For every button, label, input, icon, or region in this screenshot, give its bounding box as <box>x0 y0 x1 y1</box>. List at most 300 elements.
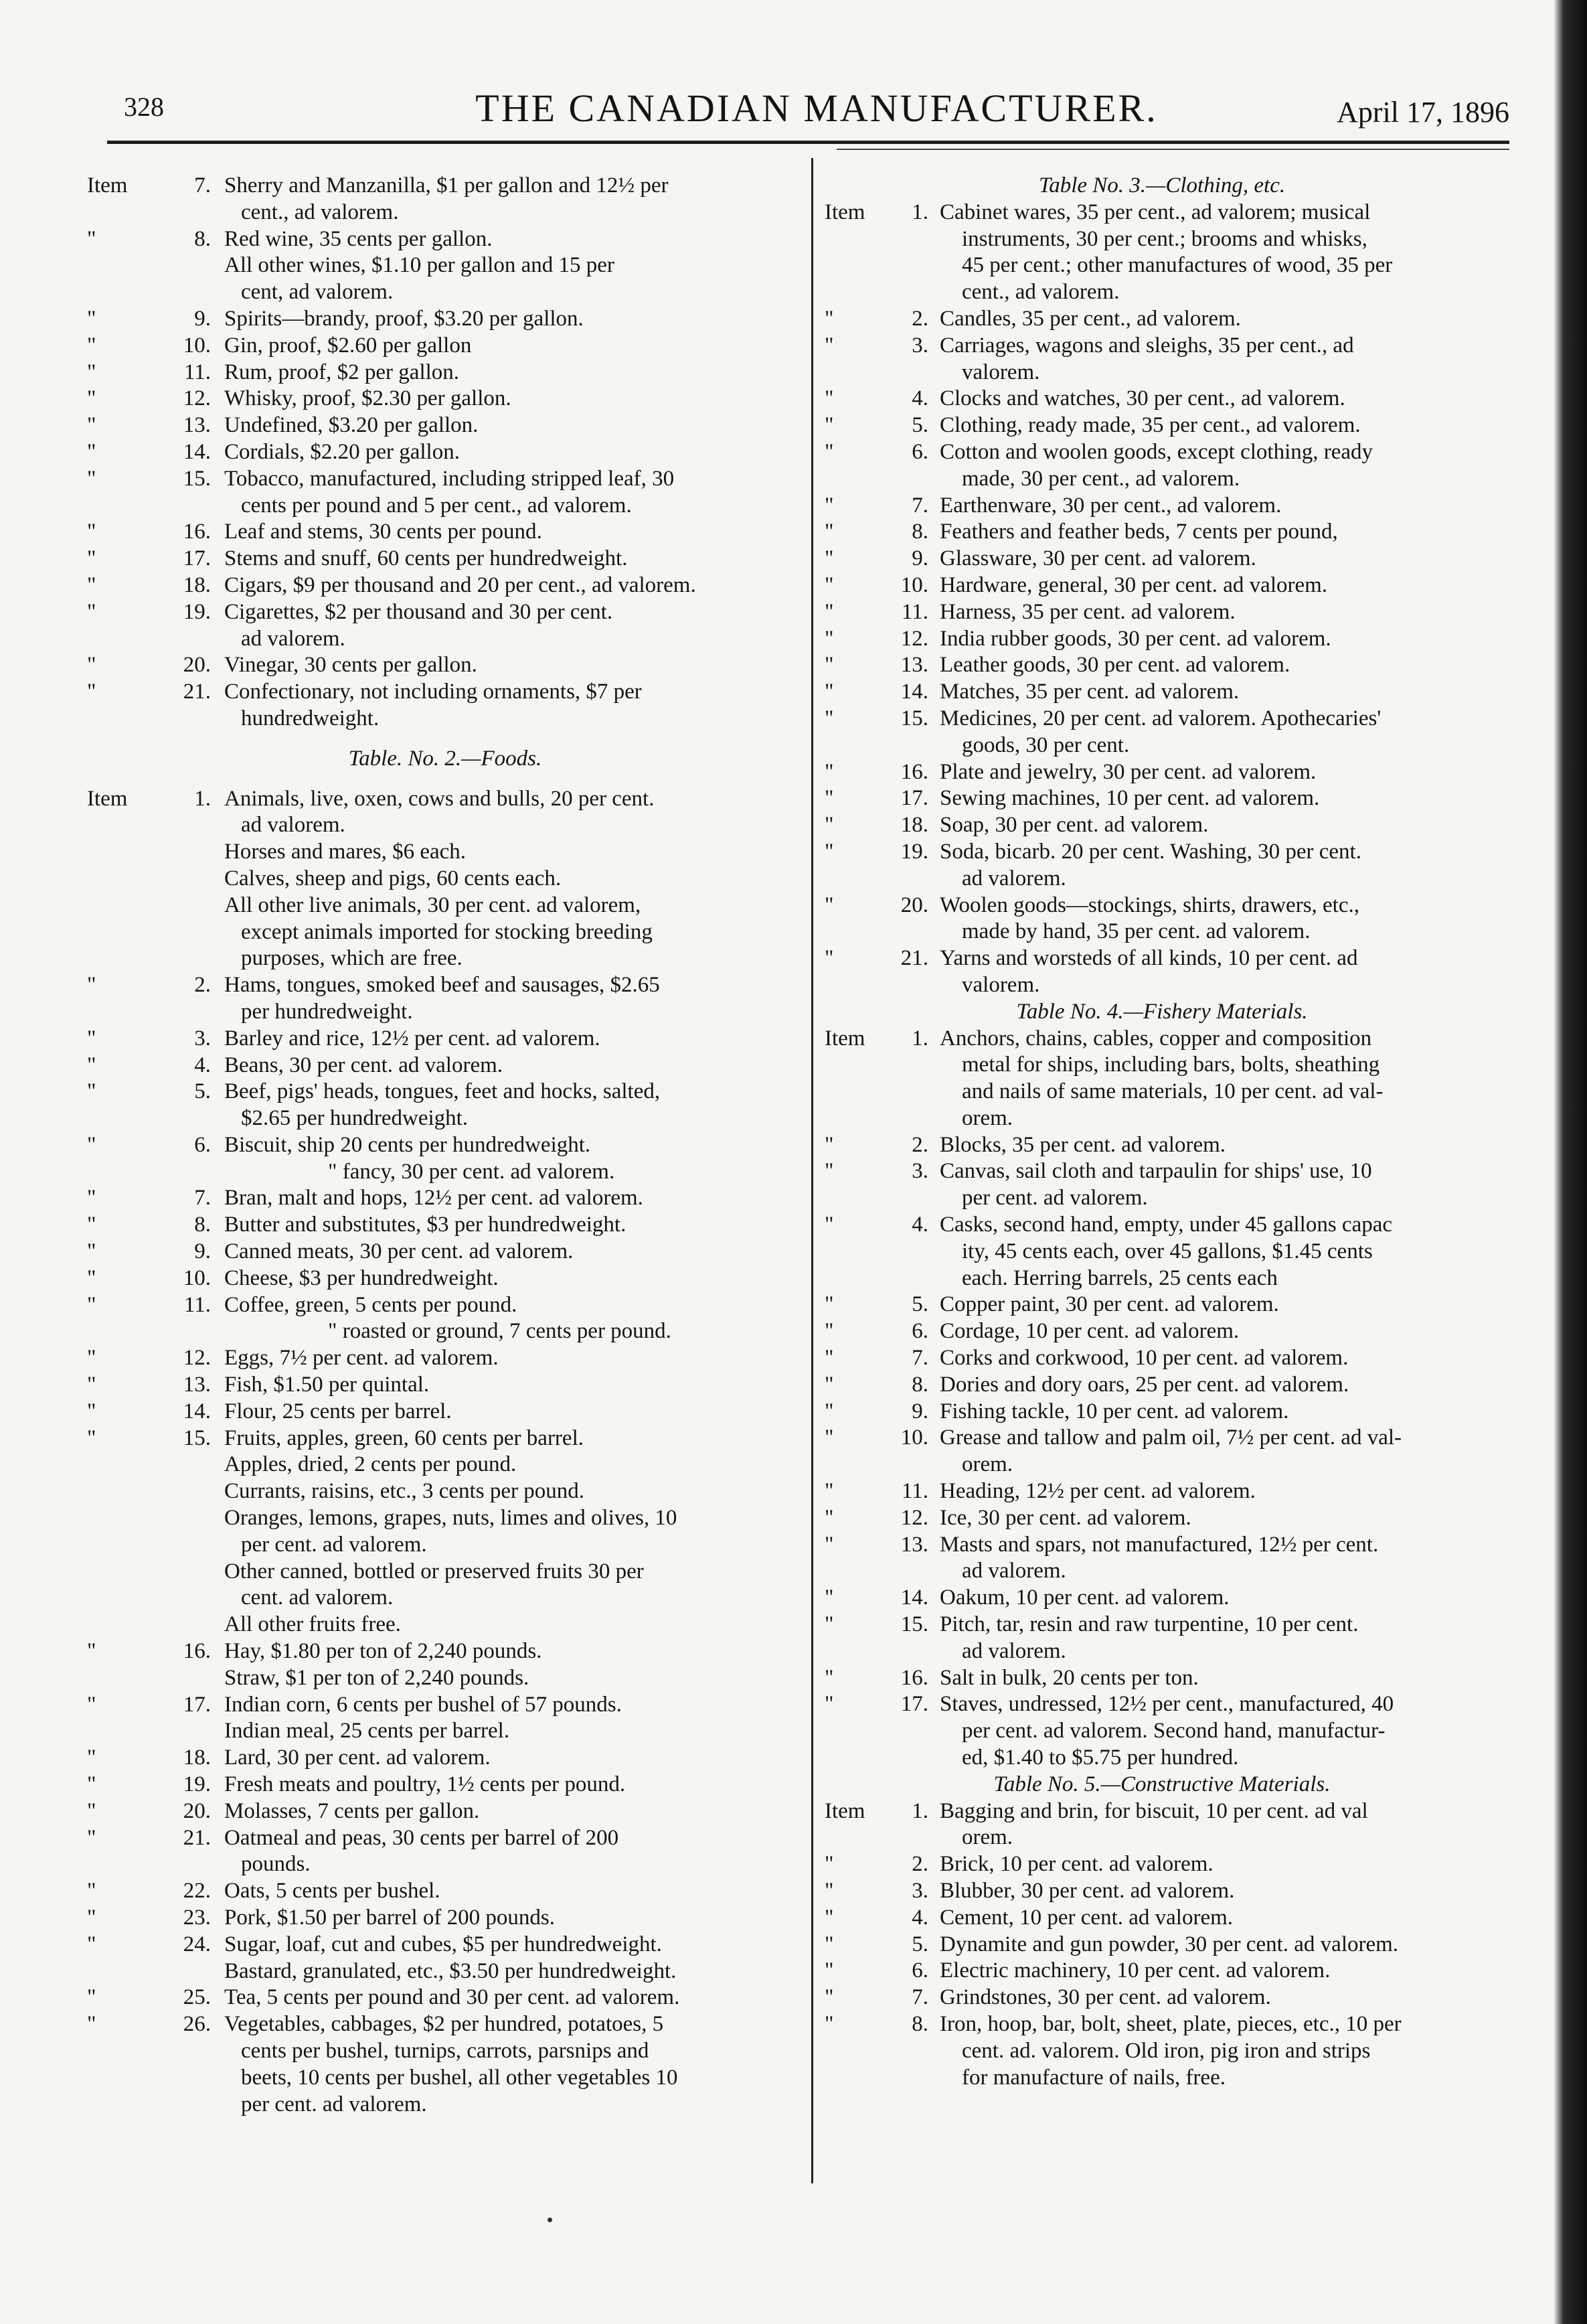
item-text: Indian corn, 6 cents per bushel of 57 pounds. <box>224 1692 622 1717</box>
item-mark: " <box>87 1265 96 1290</box>
item-text: per cent. ad valorem. Second hand, manufactur- <box>962 1719 1386 1744</box>
item-number: 18. <box>183 572 211 597</box>
item-text: Bran, malt and hops, 12½ per cent. ad valorem. <box>224 1186 643 1211</box>
tariff-line <box>825 572 1499 599</box>
item-mark: " <box>825 599 834 624</box>
item-text: ed, $1.40 to $5.75 per hundred. <box>962 1746 1239 1770</box>
tariff-line <box>87 812 803 839</box>
tariff-line <box>825 360 1499 386</box>
item-text: Canned meats, 30 per cent. ad valorem. <box>224 1239 574 1264</box>
tariff-line <box>825 1079 1499 1105</box>
tariff-line <box>825 1425 1499 1452</box>
item-text: Hams, tongues, smoked beef and sausages, $2.65 <box>224 973 660 998</box>
item-text: Carriages, wagons and sleighs, 35 per cent., ad <box>940 333 1354 358</box>
item-text: Beans, 30 per cent. ad valorem. <box>224 1053 503 1077</box>
item-mark: " <box>825 839 834 864</box>
tariff-line <box>825 306 1499 333</box>
item-mark: " <box>87 1692 96 1717</box>
item-text: Barley and rice, 12½ per cent. ad valorem. <box>224 1026 600 1051</box>
item-text: except animals imported for stocking breeding <box>241 919 653 944</box>
spacer <box>87 732 803 746</box>
tariff-line <box>825 200 1499 226</box>
item-mark: " <box>825 520 834 544</box>
item-mark: " <box>87 466 96 491</box>
tariff-line <box>87 1745 803 1772</box>
item-mark: " <box>825 1852 834 1877</box>
table-heading <box>825 1772 1499 1798</box>
item-number: 10. <box>183 333 211 358</box>
tariff-line <box>87 1692 803 1719</box>
table-heading-text: Table No. 5.—Constructive Materials. <box>993 1772 1331 1796</box>
tariff-line <box>87 999 803 1026</box>
header-rule-secondary <box>837 149 1509 150</box>
item-text: Gin, proof, $2.60 per gallon <box>224 333 472 358</box>
tariff-line <box>825 1212 1499 1239</box>
item-number: 6. <box>194 1132 211 1157</box>
item-number: 24. <box>183 1932 211 1956</box>
item-text: purposes, which are free. <box>241 946 463 971</box>
item-number: 15. <box>183 466 211 491</box>
item-number: 13. <box>183 1373 211 1397</box>
tariff-line <box>825 1851 1499 1878</box>
item-mark: " <box>825 1132 834 1157</box>
item-text: per cent. ad valorem. <box>962 1186 1148 1211</box>
tariff-line <box>825 493 1499 520</box>
item-text: Cabinet wares, 35 per cent., ad valorem; musical <box>940 200 1371 224</box>
item-mark: " <box>87 1879 96 1904</box>
tariff-line <box>825 1452 1499 1478</box>
item-mark: " <box>87 1399 96 1423</box>
item-text: Corks and corkwood, 10 per cent. ad valorem. <box>940 1346 1349 1371</box>
item-mark: " <box>825 546 834 571</box>
item-number: 10. <box>900 572 928 597</box>
item-mark: " <box>825 946 834 971</box>
tariff-line <box>825 972 1499 999</box>
item-text: Tobacco, manufactured, including stripped leaf, 30 <box>224 466 675 491</box>
item-text: Tea, 5 cents per pound and 30 per cent. ad valorem. <box>224 1985 680 2010</box>
item-text: Beef, pigs' heads, tongues, feet and hocks, salted, <box>224 1079 661 1104</box>
tariff-line <box>87 1425 803 1452</box>
tariff-line <box>825 679 1499 706</box>
tariff-line <box>87 1026 803 1053</box>
item-mark: " <box>825 1505 834 1530</box>
item-text: Clocks and watches, 30 per cent., ad valorem. <box>940 386 1345 411</box>
tariff-line <box>87 2038 803 2065</box>
item-mark: " <box>87 1026 96 1051</box>
item-text: Ice, 30 per cent. ad valorem. <box>940 1505 1191 1530</box>
item-number: 19. <box>183 1772 211 1797</box>
item-text: orem. <box>962 1825 1013 1850</box>
tariff-line <box>825 1932 1499 1958</box>
item-text: pounds. <box>241 1852 311 1877</box>
item-number: 17. <box>900 1692 928 1717</box>
item-number: 3. <box>912 1879 928 1903</box>
tariff-line <box>825 1505 1499 1532</box>
item-number: 9. <box>194 306 211 331</box>
item-mark: " <box>87 439 96 464</box>
tariff-line <box>825 386 1499 412</box>
item-text: Sewing machines, 10 per cent. ad valorem. <box>940 786 1320 811</box>
tariff-line <box>825 279 1499 306</box>
item-text: made, 30 per cent., ad valorem. <box>962 466 1240 491</box>
tariff-line <box>87 386 803 412</box>
table-heading <box>825 173 1499 200</box>
item-text: and nails of same materials, 10 per cent. ad val- <box>962 1079 1384 1104</box>
table-heading <box>825 999 1499 1026</box>
item-text: Soda, bicarb. 20 per cent. Washing, 30 per cent. <box>940 839 1361 864</box>
tariff-line <box>87 1772 803 1798</box>
item-text: Grindstones, 30 per cent. ad valorem. <box>940 1985 1271 2010</box>
page-number: 328 <box>124 92 164 122</box>
item-number: 8. <box>194 226 211 251</box>
tariff-line <box>825 1239 1499 1265</box>
tariff-line <box>825 599 1499 626</box>
item-text: per cent. ad valorem. <box>241 1532 427 1557</box>
tariff-line <box>825 1478 1499 1505</box>
item-text: Soap, 30 per cent. ad valorem. <box>940 813 1209 838</box>
item-number: 23. <box>183 1906 211 1930</box>
item-mark: " <box>87 2012 96 2037</box>
item-mark: " <box>825 2011 834 2036</box>
item-mark: " <box>825 1292 834 1317</box>
item-mark: " <box>825 1585 834 1610</box>
item-text: Oats, 5 cents per bushel. <box>224 1879 440 1904</box>
item-mark: Item <box>825 1798 865 1823</box>
tariff-line <box>87 1265 803 1292</box>
item-mark: " <box>825 680 834 704</box>
scan-edge <box>1554 0 1587 2324</box>
item-mark: Item <box>87 786 128 811</box>
tariff-line <box>825 893 1499 919</box>
item-text: beets, 10 cents per bushel, all other vegetables 10 <box>241 2065 678 2090</box>
tariff-line <box>825 1052 1499 1079</box>
item-mark: Item <box>825 200 865 224</box>
item-mark: " <box>87 386 96 411</box>
item-text: cent. ad valorem. <box>241 1585 394 1610</box>
tariff-line <box>825 1745 1499 1772</box>
item-text: Indian meal, 25 cents per barrel. <box>224 1719 510 1744</box>
item-mark: " <box>825 786 834 811</box>
item-text: cent., ad valorem. <box>962 280 1120 305</box>
item-text: Apples, dried, 2 cents per pound. <box>224 1452 517 1477</box>
item-mark: " <box>87 653 96 678</box>
tariff-line <box>87 1559 803 1585</box>
tariff-line <box>87 466 803 493</box>
tariff-line <box>87 1532 803 1559</box>
item-number: 20. <box>183 653 211 678</box>
item-mark: " <box>87 413 96 438</box>
item-mark: " <box>825 1399 834 1423</box>
item-mark: " <box>825 1665 834 1690</box>
tariff-line <box>87 360 803 386</box>
item-text: valorem. <box>962 972 1040 997</box>
item-number: 3. <box>912 333 928 358</box>
item-number: 7. <box>912 1346 928 1371</box>
item-text: Currants, raisins, etc., 3 cents per pound. <box>224 1479 584 1504</box>
item-number: 2. <box>912 306 928 331</box>
item-text: Sugar, loaf, cut and cubes, $5 per hundredweight. <box>224 1932 662 1956</box>
item-number: 16. <box>900 759 928 784</box>
item-text: Cheese, $3 per hundredweight. <box>224 1265 499 1290</box>
item-text: Matches, 35 per cent. ad valorem. <box>940 680 1240 704</box>
item-number: 2. <box>912 1852 928 1877</box>
item-mark: " <box>87 1373 96 1397</box>
tariff-line <box>87 546 803 572</box>
item-number: 10. <box>183 1265 211 1290</box>
item-number: 4. <box>912 1213 928 1237</box>
item-number: 2. <box>194 973 211 998</box>
item-mark: " <box>825 1159 834 1184</box>
item-number: 25. <box>183 1985 211 2010</box>
item-text: Copper paint, 30 per cent. ad valorem. <box>940 1292 1279 1317</box>
item-number: 13. <box>900 653 928 678</box>
item-text: Cordage, 10 per cent. ad valorem. <box>940 1319 1240 1344</box>
item-number: 17. <box>183 546 211 571</box>
item-number: 18. <box>900 813 928 838</box>
tariff-line <box>87 1932 803 1958</box>
item-mark: " <box>825 439 834 464</box>
item-text: Animals, live, oxen, cows and bulls, 20 per cent. <box>224 786 655 811</box>
item-mark: " <box>825 1346 834 1371</box>
tariff-line <box>87 1239 803 1265</box>
item-text: Iron, hoop, bar, bolt, sheet, plate, pieces, etc., 10 per <box>940 2011 1402 2036</box>
tariff-line <box>87 1345 803 1372</box>
item-text: Sherry and Manzanilla, $1 per gallon and 12½ per <box>224 173 669 198</box>
column-divider <box>811 158 813 2183</box>
item-number: 21. <box>900 946 928 971</box>
item-number: 1. <box>194 786 211 811</box>
item-text: Glassware, 30 per cent. ad valorem. <box>940 546 1256 571</box>
tariff-line <box>87 1505 803 1532</box>
item-text: " fancy, 30 per cent. ad valorem. <box>328 1159 615 1184</box>
tariff-line <box>825 1372 1499 1399</box>
tariff-line <box>825 252 1499 279</box>
item-mark: " <box>87 1798 96 1823</box>
item-text: Yarns and worsteds of all kinds, 10 per cent. ad <box>940 946 1358 971</box>
item-text: Candles, 35 per cent., ad valorem. <box>940 306 1241 331</box>
tariff-line <box>87 1878 803 1905</box>
table-heading-text: Table No. 3.—Clothing, etc. <box>1038 173 1286 198</box>
item-mark: " <box>87 1346 96 1371</box>
tariff-line <box>87 1318 803 1345</box>
item-text: ity, 45 cents each, over 45 gallons, $1.45 cents <box>962 1239 1373 1263</box>
item-text: Grease and tallow and palm oil, 7½ per cent. ad val- <box>940 1425 1402 1450</box>
item-mark: " <box>825 706 834 730</box>
tariff-line <box>87 200 803 226</box>
item-number: 9. <box>912 1399 928 1423</box>
tariff-line <box>825 1612 1499 1638</box>
item-number: 6. <box>912 439 928 464</box>
tariff-line <box>825 333 1499 360</box>
item-text: ad valorem. <box>241 626 345 651</box>
tariff-line <box>825 759 1499 786</box>
tariff-line <box>87 972 803 999</box>
tariff-line <box>825 1985 1499 2011</box>
item-mark: " <box>825 759 834 784</box>
item-mark: " <box>87 1906 96 1930</box>
item-text: Canvas, sail cloth and tarpaulin for ships' use, 10 <box>940 1159 1372 1184</box>
item-text: Calves, sheep and pigs, 60 cents each. <box>224 866 562 890</box>
right-column <box>825 173 1499 2091</box>
tariff-line <box>825 652 1499 679</box>
item-text: Clothing, ready made, 35 per cent., ad valorem. <box>940 413 1361 438</box>
item-mark: " <box>825 1372 834 1397</box>
item-mark: " <box>825 1879 834 1903</box>
item-text: metal for ships, including bars, bolts, sheathing <box>962 1053 1380 1077</box>
item-text: Confectionary, not including ornaments, $7 per <box>224 680 642 704</box>
item-text: ad valorem. <box>962 866 1066 890</box>
item-text: Brick, 10 per cent. ad valorem. <box>940 1852 1214 1877</box>
item-number: 15. <box>900 1612 928 1637</box>
tariff-line <box>825 519 1499 546</box>
item-number: 11. <box>901 1479 928 1504</box>
item-number: 12. <box>900 1505 928 1530</box>
tariff-line <box>825 1158 1499 1185</box>
item-number: 14. <box>183 1399 211 1423</box>
item-number: 21. <box>183 680 211 704</box>
item-mark: " <box>87 306 96 331</box>
tariff-line <box>87 333 803 360</box>
item-number: 4. <box>194 1053 211 1077</box>
tariff-line <box>825 866 1499 893</box>
item-number: 14. <box>900 680 928 704</box>
item-number: 1. <box>912 200 928 224</box>
item-number: 5. <box>194 1079 211 1104</box>
item-text: Anchors, chains, cables, copper and composition <box>940 1026 1372 1051</box>
tariff-line <box>825 546 1499 572</box>
item-number: 7. <box>912 493 928 518</box>
tariff-line <box>87 173 803 200</box>
item-text: Eggs, 7½ per cent. ad valorem. <box>224 1346 499 1371</box>
item-text: Pork, $1.50 per barrel of 200 pounds. <box>224 1906 556 1930</box>
item-mark: " <box>87 599 96 624</box>
item-number: 14. <box>900 1585 928 1610</box>
item-text: Electric machinery, 10 per cent. ad valorem. <box>940 1958 1331 1983</box>
item-text: Earthenware, 30 per cent., ad valorem. <box>940 493 1282 518</box>
tariff-line <box>87 1372 803 1399</box>
item-number: 19. <box>900 839 928 864</box>
tariff-line <box>825 1132 1499 1159</box>
item-mark: " <box>87 1985 96 2010</box>
item-text: Flour, 25 cents per barrel. <box>224 1399 452 1423</box>
item-mark: " <box>825 1479 834 1504</box>
item-text: Spirits—brandy, proof, $3.20 per gallon. <box>224 306 584 331</box>
item-text: ad valorem. <box>241 813 345 838</box>
item-text: Biscuit, ship 20 cents per hundredweight. <box>224 1132 591 1157</box>
tariff-line <box>87 1185 803 1212</box>
item-mark: Item <box>825 1026 865 1051</box>
tariff-line <box>87 1159 803 1186</box>
tariff-line <box>825 1265 1499 1292</box>
issue-date: April 17, 1896 <box>1337 96 1509 129</box>
item-text: Fruits, apples, green, 60 cents per barrel. <box>224 1425 584 1450</box>
item-text: Horses and mares, $6 each. <box>224 840 467 864</box>
item-number: 26. <box>183 2012 211 2037</box>
item-mark: " <box>87 520 96 544</box>
item-mark: " <box>87 333 96 358</box>
item-text: Fresh meats and poultry, 1½ cents per pound. <box>224 1772 626 1797</box>
item-mark: " <box>825 386 834 411</box>
item-text: Vegetables, cabbages, $2 per hundred, potatoes, 5 <box>224 2012 664 2037</box>
item-mark: " <box>825 1213 834 1237</box>
item-text: instruments, 30 per cent.; brooms and whisks, <box>962 226 1367 251</box>
item-number: 6. <box>912 1319 928 1344</box>
item-number: 16. <box>900 1665 928 1690</box>
tariff-line <box>825 945 1499 972</box>
tariff-line <box>825 412 1499 439</box>
item-mark: " <box>87 1186 96 1211</box>
item-mark: " <box>825 893 834 917</box>
item-number: 19. <box>183 599 211 624</box>
item-text: orem. <box>962 1452 1013 1477</box>
tariff-line <box>87 306 803 333</box>
item-text: Feathers and feather beds, 7 cents per pound, <box>940 520 1338 544</box>
item-text: Cement, 10 per cent. ad valorem. <box>940 1905 1234 1930</box>
item-mark: " <box>825 572 834 597</box>
tariff-line <box>87 1585 803 1612</box>
item-text: Oatmeal and peas, 30 cents per barrel of 200 <box>224 1825 619 1850</box>
item-number: 16. <box>183 1639 211 1664</box>
item-number: 7. <box>194 1186 211 1211</box>
item-text: All other wines, $1.10 per gallon and 15 per <box>224 253 614 278</box>
tariff-line <box>825 1585 1499 1612</box>
tariff-line <box>87 412 803 439</box>
item-number: 15. <box>900 706 928 730</box>
tariff-line <box>825 2011 1499 2038</box>
item-mark: " <box>87 360 96 384</box>
item-mark: " <box>87 1932 96 1956</box>
item-text: Medicines, 20 per cent. ad valorem. Apothecaries' <box>940 706 1382 730</box>
item-number: 10. <box>900 1425 928 1450</box>
item-text: Leaf and stems, 30 cents per pound. <box>224 520 542 544</box>
tariff-line <box>825 1825 1499 1851</box>
item-text: Lard, 30 per cent. ad valorem. <box>224 1746 491 1770</box>
tariff-line <box>825 1905 1499 1932</box>
item-number: 3. <box>194 1026 211 1051</box>
item-text: Cordials, $2.20 per gallon. <box>224 439 460 464</box>
item-mark: " <box>87 680 96 704</box>
tariff-line <box>87 706 803 732</box>
tariff-line <box>87 226 803 253</box>
tariff-line <box>87 493 803 520</box>
tariff-line <box>825 732 1499 759</box>
item-number: 4. <box>912 1905 928 1930</box>
item-text: goods, 30 per cent. <box>962 732 1130 757</box>
item-mark: " <box>87 1213 96 1237</box>
item-text: Undefined, $3.20 per gallon. <box>224 413 479 438</box>
item-text: Woolen goods—stockings, shirts, drawers, etc., <box>940 893 1359 917</box>
item-mark: Item <box>87 173 128 198</box>
item-text: Rum, proof, $2 per gallon. <box>224 360 460 384</box>
left-column <box>87 173 803 2118</box>
tariff-line <box>87 572 803 599</box>
item-mark: " <box>87 1746 96 1770</box>
item-number: 2. <box>912 1132 928 1157</box>
item-text: Heading, 12½ per cent. ad valorem. <box>940 1479 1256 1504</box>
item-number: 11. <box>183 1292 211 1317</box>
item-text: India rubber goods, 30 per cent. ad valorem. <box>940 626 1331 651</box>
item-number: 17. <box>900 786 928 811</box>
item-text: ad valorem. <box>962 1559 1066 1583</box>
tariff-line <box>87 1053 803 1079</box>
item-mark: " <box>87 546 96 571</box>
item-text: Bastard, granulated, etc., $3.50 per hundredweight. <box>224 1958 677 1983</box>
item-text: Other canned, bottled or preserved fruits 30 per <box>224 1559 644 1583</box>
tariff-line <box>825 1798 1499 1825</box>
item-text: each. Herring barrels, 25 cents each <box>962 1265 1278 1290</box>
tariff-line <box>825 1665 1499 1692</box>
tariff-line <box>825 1105 1499 1132</box>
